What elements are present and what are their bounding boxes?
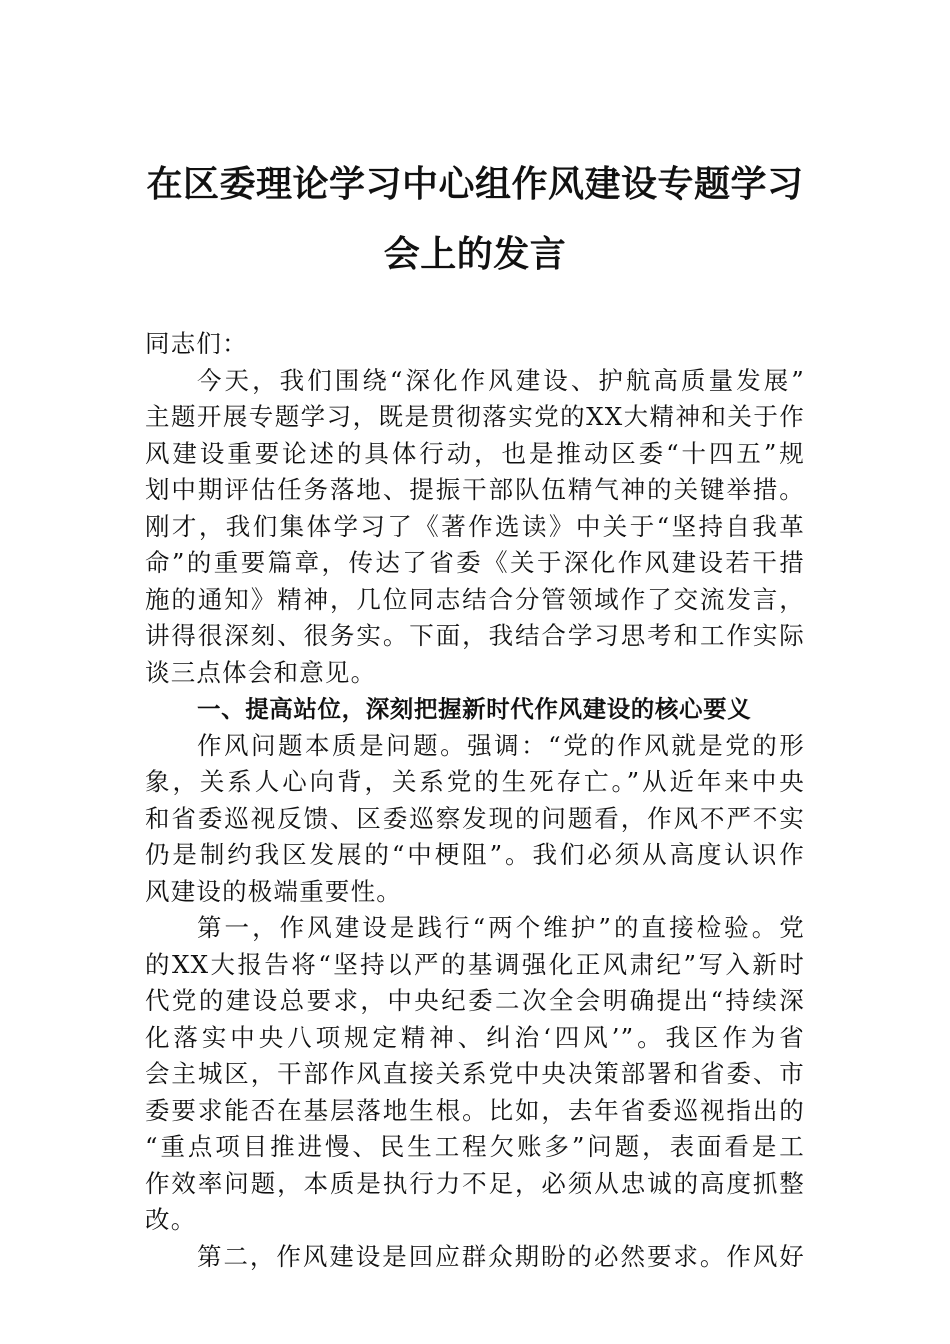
paragraph-line: 象，关系人心向背，关系党的生死存亡。”从近年来中央	[145, 767, 805, 796]
paragraph-line: 作效率问题，本质是执行力不足，必须从忠诚的高度抓整	[145, 1168, 805, 1198]
paragraph-line: 刚才，我们集体学习了《著作选读》中关于“坚持自我革	[145, 511, 805, 541]
salutation: 同志们：	[145, 329, 248, 358]
paragraph-line: 改。	[145, 1205, 197, 1234]
paragraph-line: 风建设的极端重要性。	[145, 876, 402, 906]
document-title-line-2: 会上的发言	[383, 233, 567, 275]
paragraph-line: 会主城区，干部作风直接关系党中央决策部署和省委、市	[145, 1059, 805, 1088]
paragraph-line: 化落实中央八项规定精神、纠治‘四风’”。我区作为省	[145, 1022, 805, 1052]
paragraph-line: 第二，作风建设是回应群众期盼的必然要求。作风好	[197, 1241, 805, 1271]
document-title-line-1: 在区委理论学习中心组作风建设专题学习	[146, 163, 804, 205]
paragraph-line: 今天，我们围绕“深化作风建设、护航高质量发展”	[197, 365, 805, 395]
paragraph-line: 仍是制约我区发展的“中梗阻”。我们必须从高度认识作	[145, 840, 805, 869]
paragraph-line: 谈三点体会和意见。	[145, 657, 377, 687]
paragraph-line: 施的通知》精神，几位同志结合分管领域作了交流发言，	[145, 584, 805, 614]
paragraph-line: 委要求能否在基层落地生根。比如，去年省委巡视指出的	[145, 1095, 805, 1125]
section-heading: 一、提高站位，深刻把握新时代作风建设的核心要义	[197, 695, 752, 723]
paragraph-line: 和省委巡视反馈、区委巡察发现的问题看，作风不严不实	[145, 803, 805, 833]
paragraph-line: 命”的重要篇章，传达了省委《关于深化作风建设若干措	[145, 548, 805, 577]
paragraph-line: 作风问题本质是问题。强调：“党的作风就是党的形	[197, 730, 805, 760]
paragraph-line: “重点项目推进慢、民生工程欠账多”问题，表面看是工	[145, 1132, 805, 1161]
paragraph-line: 划中期评估任务落地、提振干部队伍精气神的关键举措。	[145, 475, 805, 504]
paragraph-line: 的XX大报告将“坚持以严的基调强化正风肃纪”写入新时	[145, 949, 805, 979]
paragraph-line: 第一，作风建设是践行“两个维护”的直接检验。党	[197, 913, 805, 942]
paragraph-line: 主题开展专题学习，既是贯彻落实党的XX大精神和关于作	[145, 402, 805, 431]
document-body	[145, 326, 805, 1275]
paragraph-line: 讲得很深刻、很务实。下面，我结合学习思考和工作实际	[145, 621, 805, 650]
paragraph-line: 代党的建设总要求，中央纪委二次全会明确提出“持续深	[145, 986, 805, 1015]
paragraph-line: 风建设重要论述的具体行动，也是推动区委“十四五”规	[145, 438, 805, 468]
